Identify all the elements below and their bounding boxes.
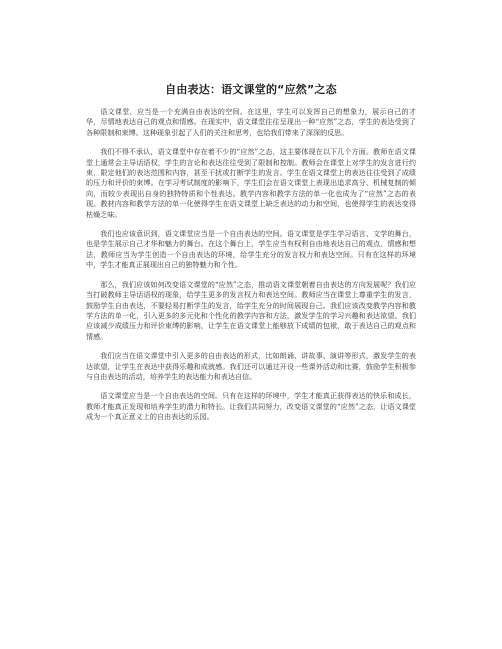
- paragraph-1: 语文课堂，应当是一个充满自由表达的空间。在这里，学生可以发挥自己的想象力，展示自己的才华，尽情地表达自己的观点和情感。在现实中，语文课堂往往呈现出一种“应然”之态，学生的表达受到了各种限制和束缚。这种现象引起了人们的关注和思考，也给我们带来了深深的反思。: [86, 107, 416, 137]
- paragraph-4: 那么，我们应该如何改变语文课堂的“应然”之态，推动语文课堂朝着自由表达的方向发展呢？我们应当打破教师主导话语权的现象，给学生更多的发言权力和表达空间。教师应当在课堂上尊重学生的发言，鼓励学生自由表达，不要轻易打断学生的发言，给学生充分的时间展现自己。我们应该改变教学内容和教学方法的单一化，引入更多的多元化和个性化的教学内容和方法，激发学生的学习兴趣和表达欲望。我们应该减少成绩压力和评价束缚的影响，让学生在语文课堂上能够放下成绩的包袱，敢于表达自己的观点和情感。: [86, 279, 416, 341]
- paragraph-6: 语文课堂应当是一个自由表达的空间。只有在这样的环境中，学生才能真正获得表达的快乐和成长，教师才能真正发现和培养学生的潜力和特长。让我们共同努力，改变语文课堂的“应然”之态，让语文课堂成为一个真正意义上的自由表达的乐园。: [86, 391, 416, 422]
- paragraph-2: 我们不得不承认，语文课堂中存在着不少的“应然”之态，这主要体现在以下几个方面。教师在语文课堂上通常会主导话语权，学生的言论和表达往往受到了限制和控制。教师会在课堂上对学生的发言进行约束，限定他们的表达范围和内容，甚至干扰或打断学生的发言。学生在语文课堂上的表达往往受到了成绩的压力和评价的束缚。在学习考试制度的影响下，学生们会在语文课堂上表现出追求高分、机械复制的倾向，而较少表现出自身的独特特质和个性表达。教学内容和教学方法的单一化也成为了“应然”之态的表现。教材内容和教学方法的单一化使得学生在语文课堂上缺乏表达的动力和空间，也使得学生的表达变得枯燥乏味。: [86, 147, 416, 219]
- paragraph-3: 我们也应该意识到，语文课堂应当是一个自由表达的空间。语文课堂是学生学习语言、文学的舞台，也是学生展示自己才华和魅力的舞台。在这个舞台上，学生应当有权利自由地表达自己的观点、情感和想法，教师应当为学生创造一个自由表达的环境，给学生充分的发言权力和表达空间。只有在这样的环境中，学生才能真正展现出自己的独特魅力和个性。: [86, 229, 416, 270]
- paragraph-5: 我们应当在语文课堂中引入更多的自由表达的形式，比如朗诵、讲故事、演讲等形式，激发学生的表达欲望，让学生在表达中获得乐趣和成就感。我们还可以通过开设一些课外活动和比赛，鼓励学生积极参与自由表达的活动，培养学生的表达能力和表达自信。: [86, 351, 416, 381]
- document-title: 自由表达：语文课堂的“应然”之态: [165, 83, 337, 96]
